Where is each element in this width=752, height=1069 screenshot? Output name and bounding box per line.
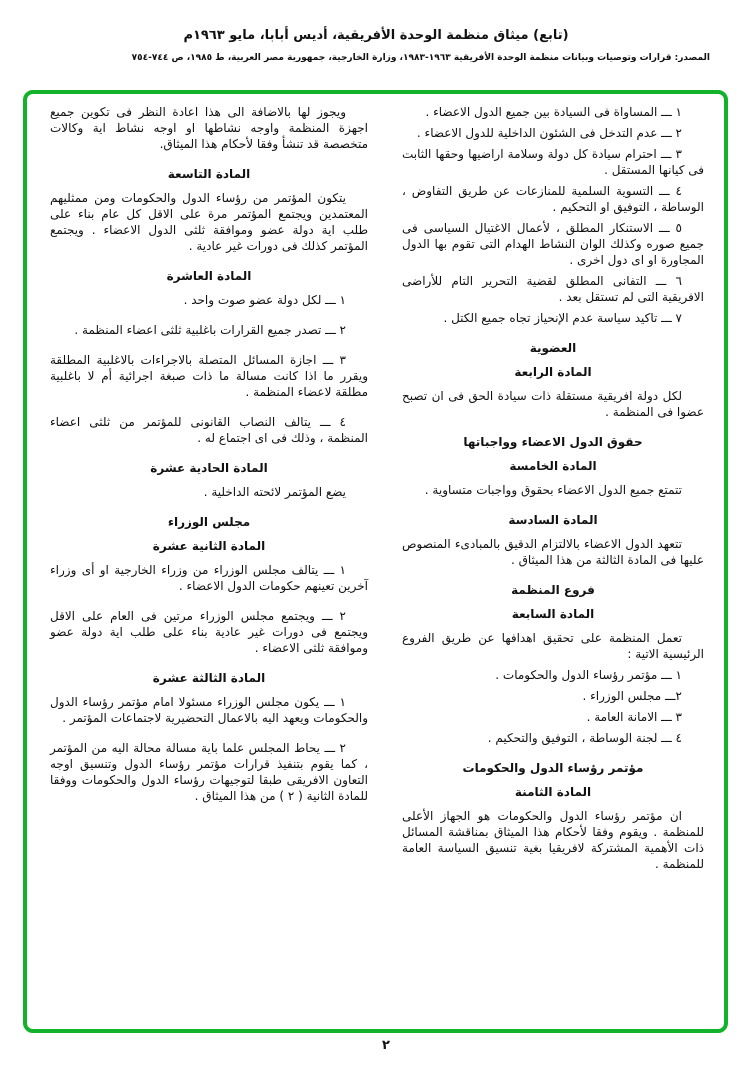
principle-4: ٤ ـــ التسوية السلمية للمنازعات عن طريق التفاوض ، الوساطة ، التوفيق او التحكيم . <box>402 184 704 214</box>
article-9-text: يتكون المؤتمر من رؤساء الدول والحكومات ومن ممثليهم المعتمدين ويجتمع المؤتمر مرة على الاقل كل عام بناء على طلب اية دولة عضو وموافقة ثلثى الدول الاعضاء . ويجتمع المؤتمر كذلك فى دورات غير عادية . <box>50 191 368 253</box>
article-10-item-2: ٢ ـــ تصدر جميع القرارات باغلبية ثلثى اعضاء المنظمة . <box>74 323 346 337</box>
article-13-item-2: ٢ ـــ يحاط المجلس علما باية مسالة محالة اليه من المؤتمر ، كما يقوم بتنفيذ قرارات مؤتمر رؤساء الدول وتنسيق اوجه التعاون الافريقى طبقا لتوجيهات رؤساء الدول والحكومات ووفقا للمادة الثانية ( ٢ ) من هذا الميثاق . <box>50 741 368 803</box>
principle-5: ٥ ـــ الاستنكار المطلق ، لأعمال الاغتيال السياسى فى جميع صوره وكذلك الوان النشاط الهدام التى تقوم بها الدول المجاورة او اى دول اخرى . <box>402 221 704 267</box>
article-11-text: يضع المؤتمر لائحته الداخلية . <box>203 485 346 499</box>
article-10-item-3: ٣ ـــ اجازة المسائل المتصلة بالاجراءات بالاغلبية المطلقة ويقرر ما اذا كانت مسالة ما ذات صبغة اجرائية أم لا باغلبية مطلقة لاعضاء المنظمة . <box>50 353 368 399</box>
article-6-text: تتعهد الدول الاعضاء بالالتزام الدقيق بالمبادىء المنصوص عليها فى المادة الثالثة من هذا الميثاق . <box>402 537 704 567</box>
article-6-title: المادة السادسة <box>508 513 598 527</box>
article-13-item-1: ١ ـــ يكون مجلس الوزراء مسئولا امام مؤتمر رؤساء الدول والحكومات ويعهد اليه بالاعمال التحضيرية لاجتماعات المؤتمر . <box>50 695 368 725</box>
principle-1: ١ ـــ المساواة فى السيادة بين جميع الدول الاعضاء . <box>425 105 682 119</box>
article-5-title: المادة الخامسة <box>509 459 597 473</box>
article-7-item-4: ٤ ـــ لجنة الوساطة ، التوفيق والتحكيم . <box>487 731 682 745</box>
article-12-item-2: ٢ ـــ ويجتمع مجلس الوزراء مرتين فى العام على الاقل ويجتمع فى دورات غير عادية بناء على طلب اية دولة عضو وموافقة ثلثى الاعضاء . <box>50 609 368 655</box>
article-11-title: المادة الحادية عشرة <box>150 461 268 475</box>
heading-branches: فروع المنظمة <box>511 583 595 597</box>
article-10-item-4: ٤ ـــ يتالف النصاب القانونى للمؤتمر من ثلثى اعضاء المنظمة ، وذلك فى اى اجتماع له . <box>50 415 368 445</box>
article-5-text: تتمتع جميع الدول الاعضاء بحقوق وواجبات متساوية . <box>424 483 682 497</box>
heading-rights: حقوق الدول الاعضاء وواجباتها <box>463 435 643 449</box>
heading-council: مجلس الوزراء <box>167 515 251 529</box>
principle-3: ٣ ـــ احترام سيادة كل دولة وسلامة اراضيها وحقها الثابت فى كيانها المستقل . <box>402 147 704 177</box>
heading-assembly: مؤتمر رؤساء الدول والحكومات <box>462 761 644 775</box>
article-10-title: المادة العاشرة <box>166 269 252 283</box>
source-citation: المصدر: قرارات وتوصيات وبيانات منظمة الوحدة الأفريقية ١٩٦٣-١٩٨٣، وزارة الخارجية، جمهورية مصر العربية، ط ١٩٨٥، ص ٧٤٤-٧٥٤ <box>131 53 710 63</box>
article-4-text: لكل دولة افريقية مستقلة ذات سيادة الحق فى ان تصبح عضوا فى المنظمة . <box>402 389 704 419</box>
principle-6: ٦ ـــ التفانى المطلق لقضية التحرير التام للأراضى الافريقية التى لم تستقل بعد . <box>402 274 704 304</box>
article-8-title: المادة الثامنة <box>514 785 592 799</box>
article-12-item-1: ١ ـــ يتالف مجلس الوزراء من وزراء الخارجية او أى وزراء آخرين تعينهم حكومات الدول الاعضاء . <box>50 563 368 593</box>
article-13-title: المادة الثالثة عشرة <box>152 671 266 685</box>
article-8-text: ان مؤتمر رؤساء الدول والحكومات هو الجهاز الأعلى للمنظمة . ويقوم وفقا لأحكام هذا الميثاق بمناقشة المسائل ذات الأهمية المشتركة لافريقيا بغية تنسيق السياسة العامة للمنظمة . <box>402 809 704 871</box>
article-9-title: المادة التاسعة <box>167 167 251 181</box>
principle-2: ٢ ـــ عدم التدخل فى الشئون الداخلية للدول الاعضاء . <box>416 126 682 140</box>
heading-membership: العضوية <box>529 341 577 355</box>
page-number: ٢ <box>382 1038 390 1053</box>
article-7-item-3: ٣ ـــ الامانة العامة . <box>586 710 682 724</box>
article-7-item-2: ٢ـــ مجلس الوزراء . <box>582 689 682 703</box>
article-7-title: المادة السابعة <box>511 607 595 621</box>
principle-7: ٧ ـــ تاكيد سياسة عدم الإنحياز تجاه جميع الكتل . <box>443 311 682 325</box>
article-10-item-1: ١ ـــ لكل دولة عضو صوت واحد . <box>183 293 346 307</box>
article-12-title: المادة الثانية عشرة <box>152 539 266 553</box>
article-7-text: تعمل المنظمة على تحقيق اهدافها عن طريق الفروع الرئيسية الاتية : <box>402 631 704 661</box>
document-title: (تابع) ميثاق منظمة الوحدة الأفريقية، أديس أبابا، مايو ١٩٦٣م <box>183 28 569 43</box>
left-column <box>50 104 368 809</box>
intro-text: ويجوز لها بالاضافة الى هذا اعادة النظر فى تكوين جميع اجهزة المنظمة واوجه نشاطها او اوجه نشاط اية وكالات متخصصة قد تنشأ وفقا لأحكام هذا الميثاق. <box>50 105 368 151</box>
article-7-item-1: ١ ـــ مؤتمر رؤساء الدول والحكومات . <box>495 668 682 682</box>
article-4-title: المادة الرابعة <box>514 365 592 379</box>
right-column <box>402 104 704 877</box>
